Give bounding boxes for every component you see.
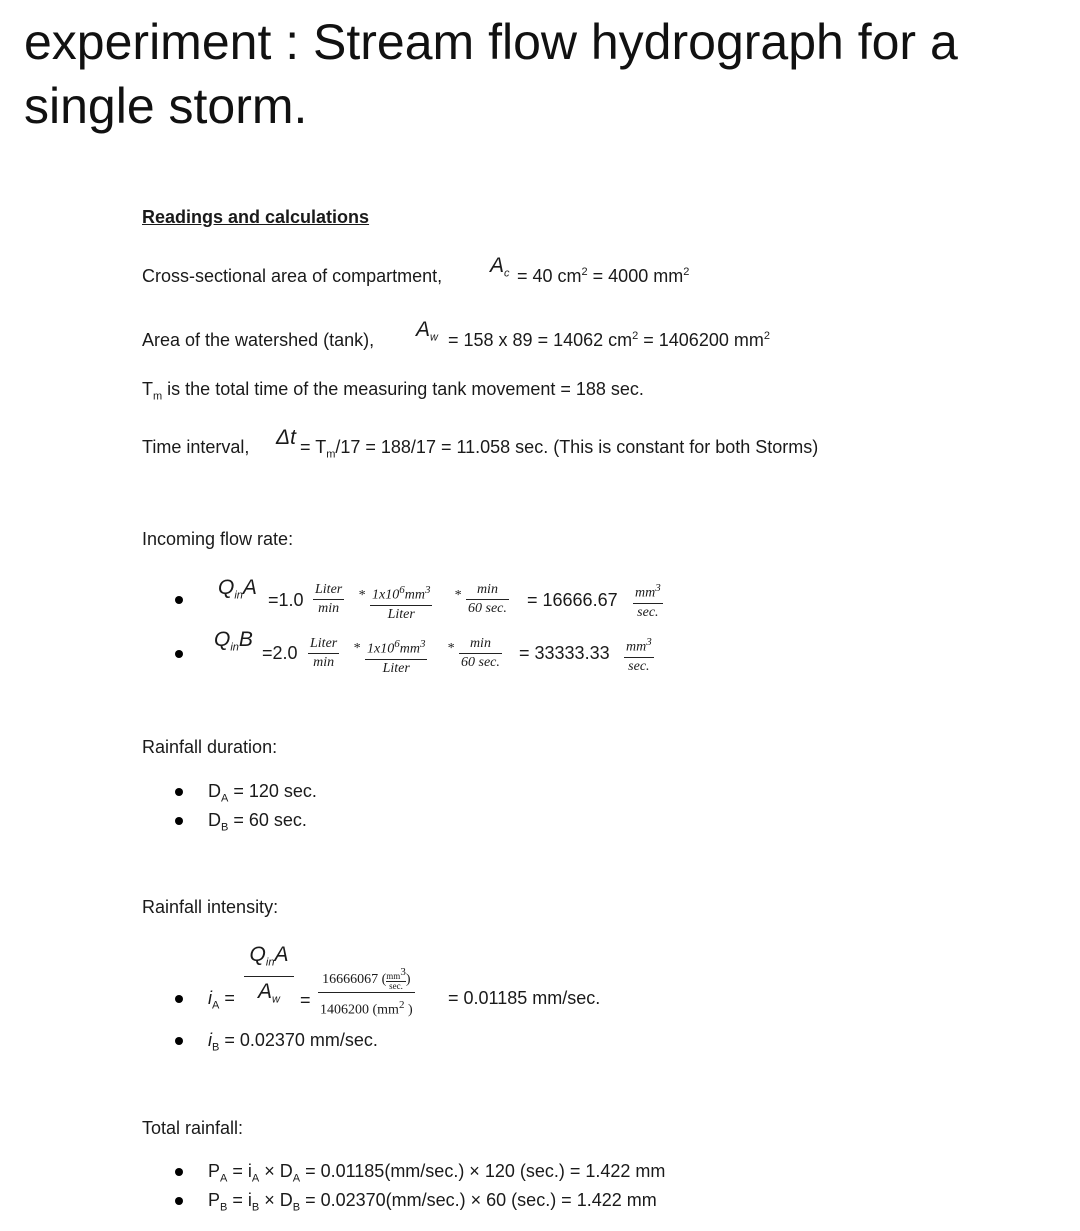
bullet [175, 596, 183, 604]
watershed-value: = 158 x 89 = 14062 $cm^2 = 1406200$ $mm^2$ [448, 330, 770, 350]
qin-a-result: = 16666.67 [527, 590, 618, 610]
duration-a: $D_A = 120$ sec. [208, 781, 317, 805]
qin-a-unit: $mm^3$ sec. [633, 579, 663, 622]
intensity-result: = 0.01185 mm/sec. [448, 988, 601, 1008]
bullet [175, 650, 183, 658]
bullet [175, 995, 183, 1003]
page-title: experiment : Stream flow hydrograph for a single storm. [24, 14, 958, 134]
qin-a-frac-liter-min: Liter min [315, 582, 343, 616]
bullet [175, 1197, 183, 1205]
watershed-label: Area of the watershed (tank), [142, 330, 375, 350]
qin-a-coef: =1.0 [268, 590, 304, 610]
watershed-symbol: $A_w$ [416, 318, 438, 344]
qin-b-symbol: $Q_{in}B$ [214, 628, 253, 654]
section-title: Readings and calculations [142, 207, 370, 227]
qin-a-frac-conversion: $1x10^6mm^3$ Liter [370, 581, 432, 624]
duration-label: Rainfall duration: [142, 737, 278, 757]
intensity-ia: $i_A$ = [208, 988, 235, 1012]
qin-b-result: = 33333.33 [519, 643, 610, 663]
total-pb: $P_B = i_B \times D_B = 0.02370(mm/\sec.) \times 60$ (sec.) = 1.422 mm [208, 1190, 657, 1214]
incoming-label: Incoming flow rate: [142, 529, 294, 549]
intensity-label: Rainfall intensity: [142, 897, 279, 917]
qin-b-coef: =2.0 [262, 643, 298, 663]
multiply-sign: * [454, 588, 461, 603]
qin-b-frac-liter-min: Liter min [310, 636, 338, 670]
cross-section-line [142, 266, 442, 287]
total-label: Total rainfall: [142, 1118, 244, 1138]
qin-a-frac-min-sec: min 60 sec. [468, 582, 507, 616]
intensity-symbolic-fraction: $Q_{in}A$ $A_w$ [244, 942, 294, 1014]
bullet [175, 788, 183, 796]
intensity-numeric-fraction: 16666067 ( $mm^3$ sec. ) 1406200 ($mm^2$ ) [320, 966, 413, 1018]
intensity-equals: = [300, 990, 311, 1010]
cross-section-symbol: $A_c$ [490, 254, 510, 280]
cross-section-value: = 40 $cm^2 = 4000$ $mm^2$ [517, 266, 690, 286]
multiply-sign: * [353, 641, 360, 656]
tm-line: $T_m$ is the total time of the measuring tank movement = 188 sec. [142, 379, 644, 403]
cross-section-label: Cross-sectional area of compartment, [142, 266, 443, 286]
multiply-sign: * [447, 641, 454, 656]
qin-b-frac-min-sec: min 60 sec. [461, 636, 500, 670]
multiply-sign: * [358, 588, 365, 603]
time-interval-value: = $T_m/17 = 188/17 = 11.058$ sec. (This is constant for both Storms) [300, 437, 819, 461]
bullet [175, 817, 183, 825]
qin-b-frac-conversion: $1x10^6mm^3$ Liter [365, 635, 427, 678]
time-interval-label: Time interval, [142, 437, 250, 457]
total-pa: $P_A = i_A \times D_A = 0.01185(mm/\sec.) \times 120$ (sec.) = 1.422 mm [208, 1161, 666, 1185]
bullet [175, 1037, 183, 1045]
bullet [175, 1168, 183, 1176]
qin-b-unit: $mm^3$ sec. [624, 633, 654, 676]
qin-a-symbol: $Q_{in}A$ [218, 576, 257, 602]
delta-t-symbol: Δt [276, 426, 296, 449]
intensity-ib: $i_B = 0.02370$ mm/sec. [208, 1030, 378, 1054]
duration-b: $D_B = 60$ sec. [208, 810, 307, 834]
